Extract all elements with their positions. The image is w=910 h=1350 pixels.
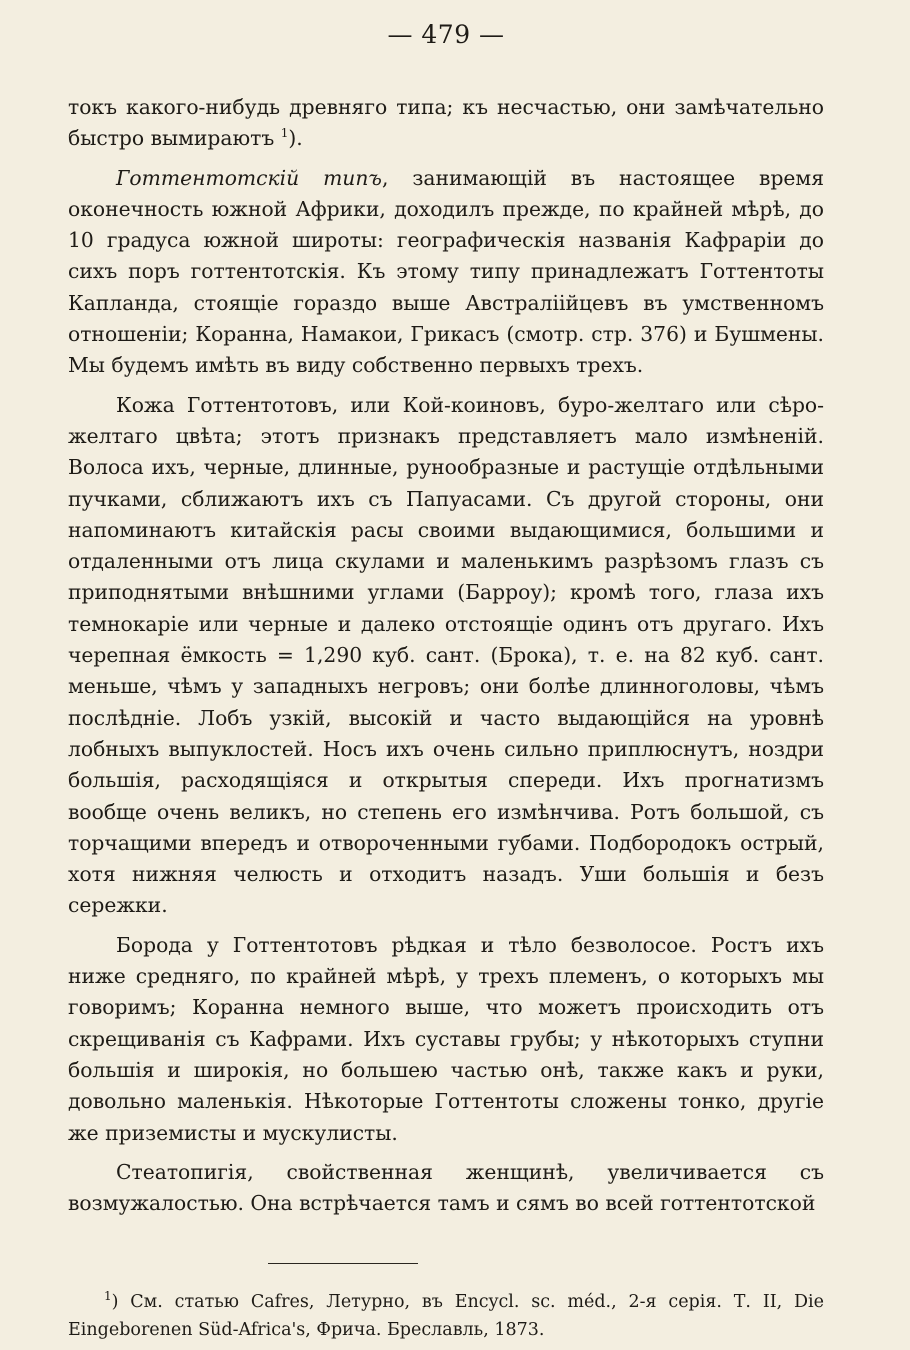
paragraph-2 <box>68 163 824 382</box>
footnote-text: ) См. статью Cafres, Летурно, въ Encycl. sc. méd., 2-я серія. Т. II, Die Eingeborenen Süd-Africa's, Фрича. Бреславль, 1873. <box>68 1292 824 1341</box>
paragraph-5 <box>68 1157 824 1220</box>
footnote-reference: 1 <box>280 126 289 141</box>
main-text <box>68 92 824 1219</box>
paragraph-text: , занимающій въ настоящее время оконечность южной Африки, доходилъ прежде, по крайней мѣрѣ, до 10 градуса южной широты: географическія названія Кафраріи до сихъ поръ готтентотскія. Къ этому типу принадлежатъ Готтентоты Капланда, стоящіе гораздо выше Австраліійцевъ въ умственномъ отношеніи; Корaнна, Намакои, Грикасъ (смотр. стр. 376) и Бушмены. Мы будемъ имѣть въ виду собственно первыхъ трехъ. <box>68 165 824 378</box>
paragraph-text: Борода у Готтентотовъ рѣдкая и тѣло безволосое. Ростъ ихъ ниже средняго, по крайней мѣрѣ, у трехъ племенъ, о которыхъ мы говоримъ; Корaнна немного выше, что можетъ происходить отъ скрещиванія съ Кафрами. Ихъ суставы грубы; у нѣкоторыхъ ступни большія и широкія, но большею частью онѣ, также какъ и руки, довольно маленькія. Нѣкоторые Готтентоты сложены тонко, другіе же приземисты и мускулисты. <box>68 932 824 1145</box>
paragraph-text: Кожа Готтентотовъ, или Кой-коиновъ, буро-желтаго или сѣро-желтаго цвѣта; этотъ признакъ представляетъ мало измѣненій. Волоса ихъ, черные, длинные, рунообразные и растущіе отдѣльными пучками, сближаютъ ихъ съ Папуасами. Съ другой стороны, они напоминаютъ китайскія расы своими выдающимися, большими и отдаленными отъ лица скулами и маленькимъ разрѣзомъ глазъ съ приподнятыми внѣшними углами (Барроу); кромѣ того, глаза ихъ темнокаріе или черные и далеко отстоящіе одинъ отъ другаго. Ихъ черепная ёмкость = 1,290 куб. сант. (Брока), т. е. на 82 куб. сант. меньше, чѣмъ у западныхъ негровъ; они болѣе длинноголовы, чѣмъ послѣдніе. Лобъ узкій, высокій и часто выдающійся на уровнѣ лобныхъ выпуклостей. Носъ ихъ очень сильно приплюснутъ, ноздри большія, расходящіяся и открытыя спереди. Ихъ прогнатизмъ вообще очень великъ, но степень его измѣнчива. Ротъ большой, съ торчащими впередъ и отвороченными губами. Подбородокъ острый, хотя нижняя челюсть и отходитъ назадъ. Уши большія и безъ сережки. <box>68 392 824 918</box>
page-number: — 479 — <box>387 20 505 49</box>
paragraph-1 <box>68 92 824 155</box>
paragraph-tail: ). <box>288 126 303 151</box>
footnote-divider <box>268 1263 418 1264</box>
paragraph-3 <box>68 390 824 922</box>
footnote <box>68 1288 824 1344</box>
footnote-marker: 1 <box>104 1289 112 1304</box>
paragraph-text: Стеатопигія, свойственная женщинѣ, увеличивается съ возмужалостью. Она встрѣчается тамъ и сямъ во всей готтентотской <box>68 1159 824 1216</box>
paragraph-4 <box>68 930 824 1149</box>
italic-term: Готтентотскій типъ <box>116 165 382 190</box>
paragraph-text: токъ какого-нибудь древняго типа; къ несчастью, они замѣчательно быстро вымираютъ <box>68 95 824 151</box>
